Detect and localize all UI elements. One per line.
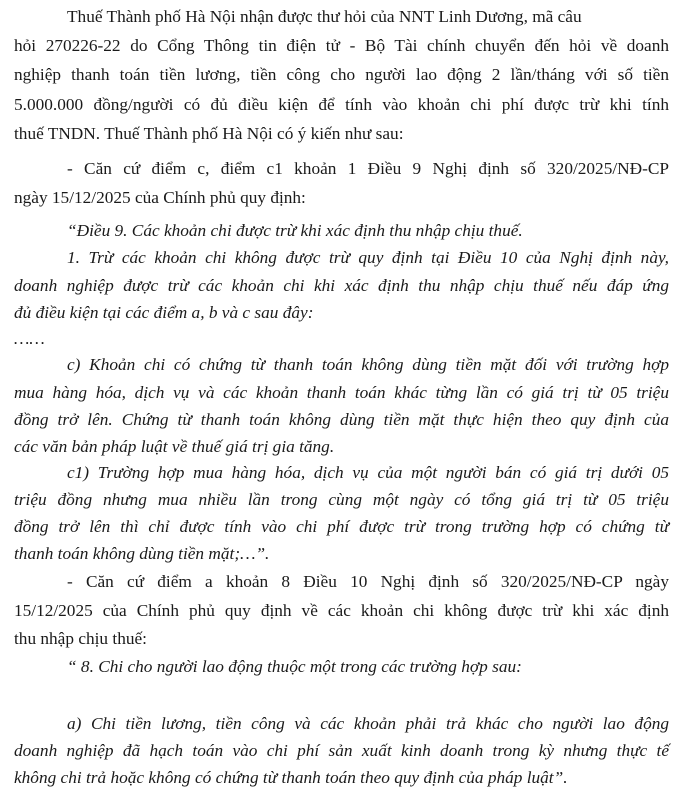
text-line: a) Chi tiền lương, tiền công và các khoản phải trả khác cho người lao động bbox=[67, 714, 669, 733]
text-line: thu nhập chịu thuế: bbox=[14, 629, 147, 648]
text-line: c1) Trường hợp mua hàng hóa, dịch vụ của một người bán có giá trị dưới 05 bbox=[67, 463, 669, 482]
text-line: c) Khoản chi có chứng từ thanh toán không dùng tiền mặt đối với trường hợp bbox=[67, 355, 669, 374]
text-line: “Điều 9. Các khoản chi được trừ khi xác định thu nhập chịu thuế. bbox=[67, 221, 523, 240]
ellipsis-line: …… bbox=[14, 329, 45, 348]
text-line: ngày 15/12/2025 của Chính phủ quy định: bbox=[14, 188, 306, 207]
text-line: đồng trở lên. Chứng từ thanh toán không dùng tiền mặt thực hiện theo quy định của bbox=[14, 410, 669, 429]
text-line: 5.000.000 đồng/người có đủ điều kiện để tính vào khoản chi phí được trừ khi tính bbox=[14, 95, 669, 114]
text-line: doanh nghiệp được trừ các khoản chi khi xác định thu nhập chịu thuế nếu đáp ứng bbox=[14, 276, 669, 295]
text-line: thuế TNDN. Thuế Thành phố Hà Nội có ý kiến như sau: bbox=[14, 124, 404, 143]
text-line: đủ điều kiện tại các điểm a, b và c sau đây: bbox=[14, 303, 314, 322]
text-line: thanh toán không dùng tiền mặt;…”. bbox=[14, 544, 270, 563]
text-line: 1. Trừ các khoản chi không được trừ quy định tại Điều 10 của Nghị định này, bbox=[67, 248, 669, 267]
text-line: “ 8. Chi cho người lao động thuộc một trong các trường hợp sau: bbox=[67, 657, 522, 676]
text-line: nghiệp thanh toán tiền lương, tiền công cho người lao động 2 lần/tháng với số tiền bbox=[14, 65, 669, 84]
text-line: doanh nghiệp đã hạch toán vào chi phí sản xuất kinh doanh trong kỳ nhưng thực tế bbox=[14, 741, 669, 760]
text-line: Thuế Thành phố Hà Nội nhận được thư hỏi của NNT Linh Dương, mã câu bbox=[67, 7, 582, 26]
text-line: 15/12/2025 của Chính phủ quy định về các khoản chi không được trừ khi xác định bbox=[14, 601, 669, 620]
text-line: đồng trở lên thì chỉ được tính vào chi phí được trừ trong trường hợp có chứng từ bbox=[14, 517, 669, 536]
text-line: mua hàng hóa, dịch vụ và các khoản thanh toán khác từng lần có giá trị từ 05 triệu bbox=[14, 383, 669, 402]
text-line: - Căn cứ điểm c, điểm c1 khoản 1 Điều 9 Nghị định số 320/2025/NĐ-CP bbox=[67, 159, 669, 178]
text-line: - Căn cứ điểm a khoản 8 Điều 10 Nghị định số 320/2025/NĐ-CP ngày bbox=[67, 572, 669, 591]
text-line: triệu đồng nhưng mua nhiều lần trong cùng một ngày có tổng giá trị từ 05 triệu bbox=[14, 490, 669, 509]
text-line: các văn bản pháp luật về thuế giá trị gia tăng. bbox=[14, 437, 335, 456]
text-line: không chi trả hoặc không có chứng từ thanh toán theo quy định của pháp luật”. bbox=[14, 768, 568, 787]
text-line: hỏi 270226-22 do Cổng Thông tin điện tử - Bộ Tài chính chuyển đến hỏi về doanh bbox=[14, 36, 669, 55]
